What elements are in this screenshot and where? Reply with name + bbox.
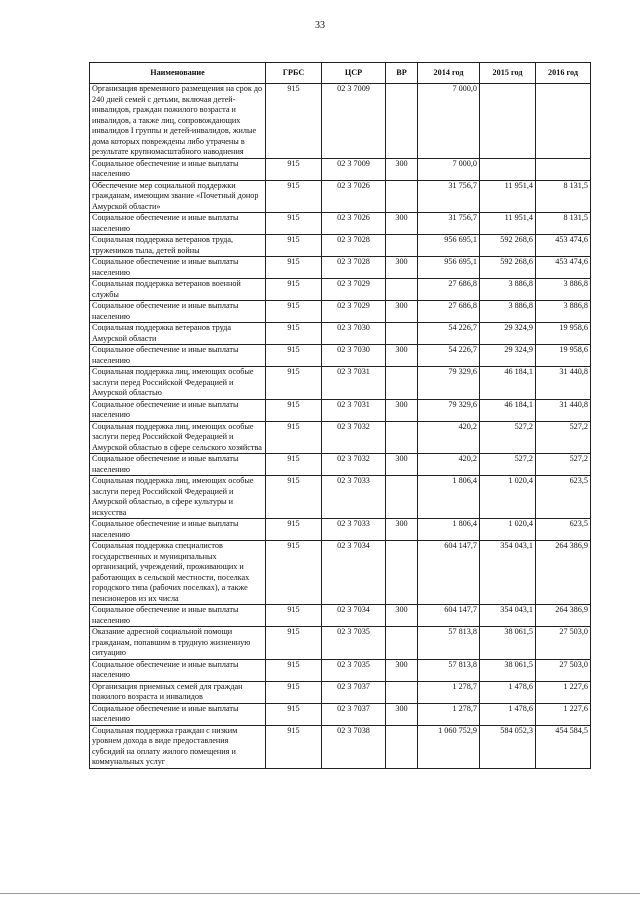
cell-csr: 02 3 7034 [322,605,386,627]
cell-2016: 527,2 [536,421,591,454]
header-2016: 2016 год [536,63,591,84]
table-row [90,279,591,301]
cell-2014: 79 329,6 [418,399,480,421]
cell-csr: 02 3 7009 [322,158,386,180]
cell-2015: 1 478,6 [480,681,536,703]
cell-2014: 31 756,7 [418,213,480,235]
cell-grbs: 915 [266,180,322,213]
cell-grbs: 915 [266,279,322,301]
cell-2016: 453 474,6 [536,235,591,257]
cell-grbs: 915 [266,519,322,541]
cell-2014: 57 813,8 [418,659,480,681]
table-row [90,703,591,725]
cell-2014: 420,2 [418,421,480,454]
cell-2015: 3 886,8 [480,279,536,301]
header-2015: 2015 год [480,63,536,84]
cell-grbs: 915 [266,681,322,703]
table-row [90,158,591,180]
cell-grbs: 915 [266,659,322,681]
table-row [90,180,591,213]
cell-2015: 3 886,8 [480,301,536,323]
table-row [90,301,591,323]
cell-csr: 02 3 7038 [322,725,386,768]
page-bottom-rule [0,893,640,894]
cell-2014: 956 695,1 [418,235,480,257]
cell-2016: 1 227,6 [536,681,591,703]
cell-grbs: 915 [266,725,322,768]
table-row [90,323,591,345]
cell-2016: 264 386,9 [536,541,591,605]
cell-vr [386,323,418,345]
cell-2016: 623,5 [536,476,591,519]
cell-csr: 02 3 7009 [322,84,386,159]
header-csr: ЦСР [322,63,386,84]
cell-2016: 19 958,6 [536,323,591,345]
cell-name: Социальное обеспечение и иные выплаты населению [90,301,266,323]
cell-name: Социальная поддержка ветеранов военной службы [90,279,266,301]
cell-2015 [480,158,536,180]
cell-2015: 1 020,4 [480,476,536,519]
cell-csr: 02 3 7032 [322,454,386,476]
cell-csr: 02 3 7030 [322,323,386,345]
table-row [90,476,591,519]
cell-name: Организация приемных семей для граждан пожилого возраста и инвалидов [90,681,266,703]
header-name: Наименование [90,63,266,84]
cell-vr: 300 [386,399,418,421]
header-vr: ВР [386,63,418,84]
cell-vr: 300 [386,605,418,627]
cell-name: Социальное обеспечение и иные выплаты населению [90,257,266,279]
cell-2015: 354 043,1 [480,541,536,605]
cell-2015: 527,2 [480,454,536,476]
cell-vr: 300 [386,345,418,367]
table-row [90,235,591,257]
cell-grbs: 915 [266,399,322,421]
cell-csr: 02 3 7029 [322,301,386,323]
cell-name: Социальная поддержка лиц, имеющих особые заслуги перед Российской Федерацией и Амурской областью [90,367,266,400]
cell-name: Социальное обеспечение и иные выплаты населению [90,213,266,235]
table-row [90,725,591,768]
cell-vr [386,421,418,454]
cell-2016: 31 440,8 [536,367,591,400]
cell-grbs: 915 [266,627,322,660]
cell-2014: 54 226,7 [418,345,480,367]
table-row [90,257,591,279]
cell-csr: 02 3 7035 [322,627,386,660]
cell-2016: 454 584,5 [536,725,591,768]
cell-csr: 02 3 7037 [322,681,386,703]
cell-grbs: 915 [266,454,322,476]
cell-2015: 1 020,4 [480,519,536,541]
table-row [90,681,591,703]
table-header-row [90,63,591,84]
cell-csr: 02 3 7031 [322,367,386,400]
cell-2014: 956 695,1 [418,257,480,279]
cell-2015: 592 268,6 [480,257,536,279]
cell-vr [386,367,418,400]
cell-grbs: 915 [266,541,322,605]
cell-grbs: 915 [266,703,322,725]
cell-2016: 19 958,6 [536,345,591,367]
table-body [90,84,591,769]
cell-name: Обеспечение мер социальной поддержки гражданам, имеющим звание «Почетный донор Амурской области» [90,180,266,213]
cell-csr: 02 3 7028 [322,257,386,279]
cell-2015: 11 951,4 [480,180,536,213]
cell-vr [386,180,418,213]
cell-vr [386,235,418,257]
budget-table [89,62,591,769]
cell-2016: 27 503,0 [536,627,591,660]
cell-2015: 11 951,4 [480,213,536,235]
cell-csr: 02 3 7035 [322,659,386,681]
table-row [90,213,591,235]
cell-grbs: 915 [266,257,322,279]
cell-csr: 02 3 7033 [322,476,386,519]
cell-2016: 27 503,0 [536,659,591,681]
cell-vr [386,84,418,159]
cell-2015: 29 324,9 [480,323,536,345]
cell-2014: 1 060 752,9 [418,725,480,768]
cell-name: Социальная поддержка специалистов государственных и муниципальных организаций, учреждений, проживающих и работающих в сельской местности, поселках городского типа (рабочих поселках), а также пенсионеров из их числа [90,541,266,605]
cell-name: Социальное обеспечение и иные выплаты населению [90,158,266,180]
cell-name: Социальное обеспечение и иные выплаты населению [90,605,266,627]
cell-vr: 300 [386,158,418,180]
table-row [90,84,591,159]
cell-2016: 3 886,8 [536,279,591,301]
cell-2016 [536,158,591,180]
cell-name: Социальная поддержка ветеранов труда, тружеников тыла, детей войны [90,235,266,257]
cell-2015: 38 061,5 [480,659,536,681]
cell-name: Социальное обеспечение и иные выплаты населению [90,454,266,476]
cell-2015: 29 324,9 [480,345,536,367]
cell-grbs: 915 [266,323,322,345]
cell-vr [386,279,418,301]
cell-2014: 604 147,7 [418,605,480,627]
cell-2015: 46 184,1 [480,399,536,421]
cell-grbs: 915 [266,345,322,367]
cell-csr: 02 3 7026 [322,213,386,235]
cell-2014: 27 686,8 [418,279,480,301]
cell-2014: 27 686,8 [418,301,480,323]
cell-vr [386,681,418,703]
cell-2015: 38 061,5 [480,627,536,660]
cell-2014: 1 278,7 [418,703,480,725]
cell-vr: 300 [386,454,418,476]
budget-table-wrapper [89,62,590,769]
cell-2015: 354 043,1 [480,605,536,627]
cell-vr: 300 [386,519,418,541]
page-number: 33 [315,20,325,31]
cell-vr [386,725,418,768]
cell-csr: 02 3 7034 [322,541,386,605]
cell-2014: 54 226,7 [418,323,480,345]
cell-name: Социальная поддержка лиц, имеющих особые заслуги перед Российской Федерацией и Амурской областью, в сфере культуры и искусства [90,476,266,519]
cell-vr: 300 [386,703,418,725]
cell-name: Социальное обеспечение и иные выплаты населению [90,659,266,681]
table-row [90,541,591,605]
table-row [90,519,591,541]
cell-csr: 02 3 7037 [322,703,386,725]
cell-name: Социальная поддержка лиц, имеющих особые заслуги перед Российской Федерацией и Амурской областью в сфере сельского хозяйства [90,421,266,454]
cell-csr: 02 3 7028 [322,235,386,257]
cell-2016: 8 131,5 [536,180,591,213]
cell-grbs: 915 [266,235,322,257]
table-row [90,605,591,627]
cell-2014: 57 813,8 [418,627,480,660]
cell-2014: 420,2 [418,454,480,476]
cell-2015 [480,84,536,159]
cell-2014: 604 147,7 [418,541,480,605]
cell-2015: 46 184,1 [480,367,536,400]
table-row [90,659,591,681]
cell-csr: 02 3 7033 [322,519,386,541]
cell-vr: 300 [386,301,418,323]
cell-vr [386,627,418,660]
cell-name: Социальное обеспечение и иные выплаты населению [90,519,266,541]
cell-vr: 300 [386,213,418,235]
cell-csr: 02 3 7029 [322,279,386,301]
cell-2015: 1 478,6 [480,703,536,725]
cell-2016: 1 227,6 [536,703,591,725]
cell-2015: 527,2 [480,421,536,454]
cell-2015: 584 052,3 [480,725,536,768]
cell-2014: 7 000,0 [418,84,480,159]
cell-name: Социальная поддержка ветеранов труда Амурской области [90,323,266,345]
cell-2014: 31 756,7 [418,180,480,213]
table-row [90,367,591,400]
cell-name: Оказание адресной социальной помощи гражданам, попавшим в трудную жизненную ситуацию [90,627,266,660]
cell-2015: 592 268,6 [480,235,536,257]
cell-2014: 1 806,4 [418,476,480,519]
cell-grbs: 915 [266,213,322,235]
cell-vr [386,541,418,605]
cell-2016: 3 886,8 [536,301,591,323]
cell-grbs: 915 [266,367,322,400]
header-2014: 2014 год [418,63,480,84]
cell-grbs: 915 [266,84,322,159]
table-row [90,345,591,367]
cell-grbs: 915 [266,158,322,180]
header-grbs: ГРБС [266,63,322,84]
cell-csr: 02 3 7026 [322,180,386,213]
table-row [90,421,591,454]
cell-name: Организация временного размещения на срок до 240 дней семей с детьми, включая детей-инвалидов, граждан пожилого возраста и инвалидов, а также лиц, сопровождающих инвалидов I группы и детей-инвалидов, жилые дома которых повреждены либо утрачены в результате крупномасштабного наводнения [90,84,266,159]
cell-2014: 1 806,4 [418,519,480,541]
cell-2014: 79 329,6 [418,367,480,400]
cell-name: Социальное обеспечение и иные выплаты населению [90,345,266,367]
cell-grbs: 915 [266,605,322,627]
cell-csr: 02 3 7030 [322,345,386,367]
cell-name: Социальная поддержка граждан с низким уровнем дохода в виде предоставления субсидий на оплату жилого помещения и коммунальных услуг [90,725,266,768]
cell-vr [386,476,418,519]
cell-2014: 1 278,7 [418,681,480,703]
cell-2016: 264 386,9 [536,605,591,627]
cell-2016: 31 440,8 [536,399,591,421]
cell-2016: 527,2 [536,454,591,476]
cell-vr: 300 [386,257,418,279]
cell-2014: 7 000,0 [418,158,480,180]
cell-name: Социальное обеспечение и иные выплаты населению [90,399,266,421]
cell-vr: 300 [386,659,418,681]
table-row [90,454,591,476]
cell-2016: 8 131,5 [536,213,591,235]
table-row [90,399,591,421]
cell-grbs: 915 [266,476,322,519]
cell-csr: 02 3 7031 [322,399,386,421]
cell-name: Социальное обеспечение и иные выплаты населению [90,703,266,725]
cell-csr: 02 3 7032 [322,421,386,454]
cell-2016: 453 474,6 [536,257,591,279]
cell-grbs: 915 [266,421,322,454]
cell-2016: 623,5 [536,519,591,541]
table-row [90,627,591,660]
cell-2016 [536,84,591,159]
cell-grbs: 915 [266,301,322,323]
